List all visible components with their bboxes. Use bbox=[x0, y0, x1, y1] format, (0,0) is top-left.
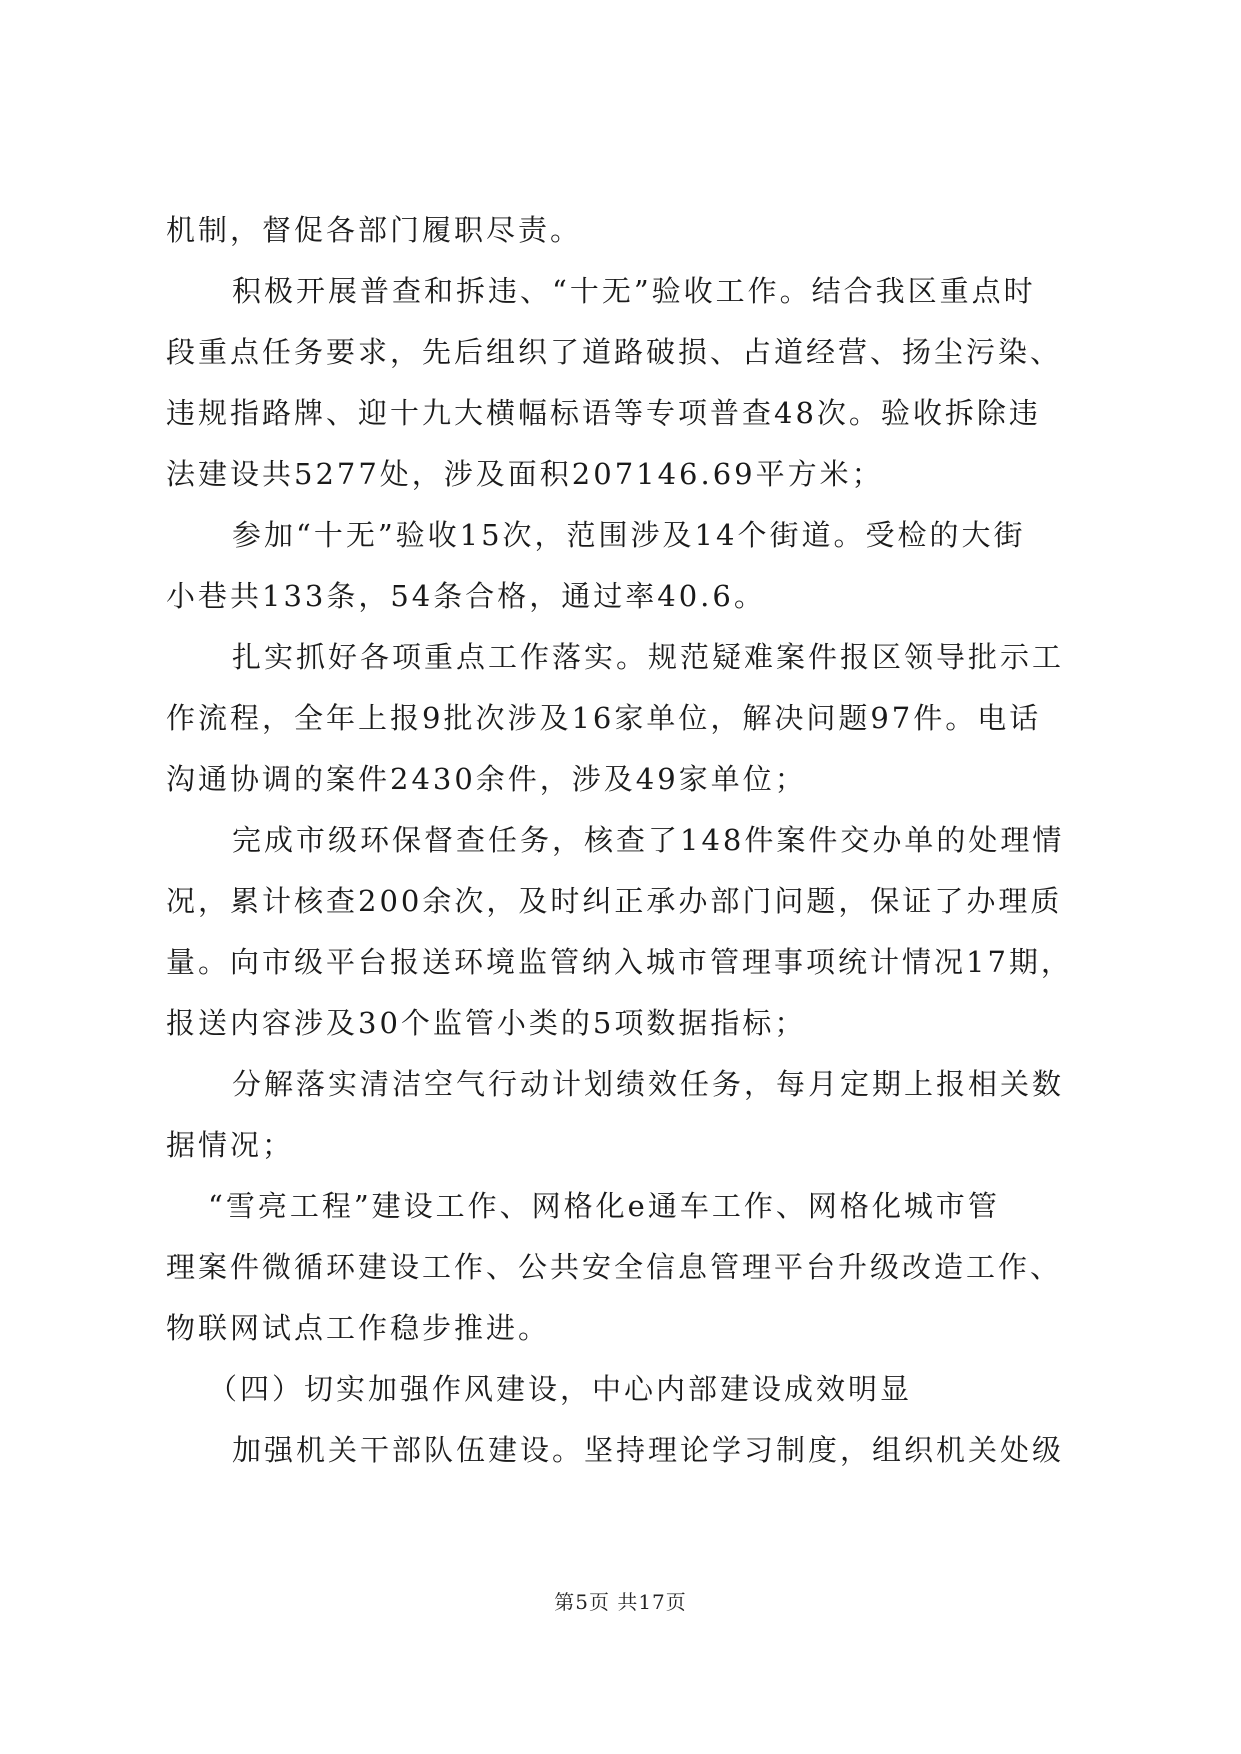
text-line: 完成市级环保督查任务，核查了148件案件交办单的处理情 bbox=[232, 823, 1065, 857]
text-line: “雪亮工程”建设工作、网格化e通车工作、网格化城市管 bbox=[208, 1189, 1000, 1223]
text-line: 小巷共133条，54条合格，通过率40.6。 bbox=[166, 579, 766, 613]
text-line: 理案件微循环建设工作、公共安全信息管理平台升级改造工作、 bbox=[166, 1250, 1063, 1284]
page-number-footer: 第5页 共17页 bbox=[554, 1590, 687, 1614]
text-line: 参加“十无”验收15次，范围涉及14个街道。受检的大街 bbox=[232, 518, 1026, 552]
text-line: 量。向市级平台报送环境监管纳入城市管理事项统计情况17期， bbox=[166, 945, 1073, 979]
text-line: 报送内容涉及30个监管小类的5项数据指标； bbox=[166, 1006, 807, 1040]
text-line: 作流程，全年上报9批次涉及16家单位，解决问题97件。电话 bbox=[166, 701, 1042, 735]
text-line: 据情况； bbox=[166, 1128, 295, 1162]
text-line: 机制，督促各部门履职尽责。 bbox=[166, 213, 583, 247]
text-line: 加强机关干部队伍建设。坚持理论学习制度，组织机关处级 bbox=[232, 1433, 1065, 1467]
text-line: 违规指路牌、迎十九大横幅标语等专项普查48次。验收拆除违 bbox=[166, 396, 1041, 430]
text-line: 物联网试点工作稳步推进。 bbox=[166, 1311, 551, 1345]
text-line: 分解落实清洁空气行动计划绩效任务，每月定期上报相关数 bbox=[232, 1067, 1065, 1101]
text-line: 段重点任务要求，先后组织了道路破损、占道经营、扬尘污染、 bbox=[166, 335, 1063, 369]
section-heading: （四）切实加强作风建设，中心内部建设成效明显 bbox=[208, 1372, 913, 1406]
text-line: 沟通协调的案件2430余件，涉及49家单位； bbox=[166, 762, 807, 796]
text-line: 积极开展普查和拆违、“十无”验收工作。结合我区重点时 bbox=[232, 274, 1036, 308]
document-body bbox=[166, 200, 1076, 1481]
text-line: 扎实抓好各项重点工作落实。规范疑难案件报区领导批示工 bbox=[232, 640, 1065, 674]
text-line: 法建设共5277处，涉及面积207146.69平方米； bbox=[166, 457, 884, 491]
text-line: 况，累计核查200余次，及时纠正承办部门问题，保证了办理质 bbox=[166, 884, 1063, 918]
